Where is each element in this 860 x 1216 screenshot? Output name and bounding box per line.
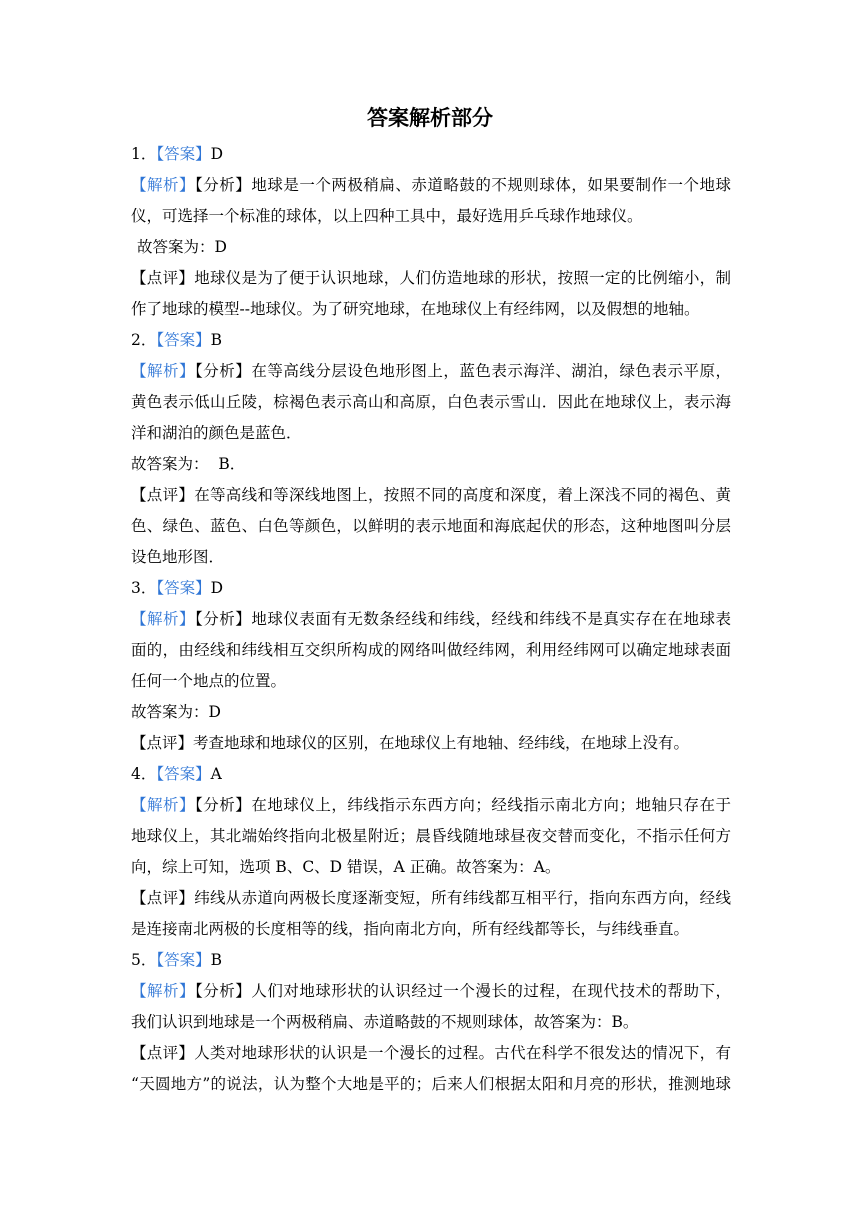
comment-line bbox=[131, 1038, 731, 1069]
question-number: 1． bbox=[131, 145, 157, 163]
answer-tag: 【答案】 bbox=[156, 579, 211, 597]
jiexi-tag: 【解析】 bbox=[131, 362, 196, 380]
answer-value: B bbox=[210, 951, 223, 969]
answer-tag: 【答案】 bbox=[156, 145, 211, 163]
answer-line bbox=[131, 325, 731, 356]
comment-line bbox=[131, 728, 731, 759]
fenxi-tag: 【分析】 bbox=[195, 796, 252, 814]
question-number: 5． bbox=[131, 951, 157, 969]
fenxi-tag: 【分析】 bbox=[195, 176, 252, 194]
analysis-text: 地球仪表面有无数条经线和纬线，经线和纬线不是真实存在在地球表 bbox=[251, 610, 731, 628]
analysis-line: 仪，可选择一个标准的球体，以上四种工具中，最好选用乒乓球作地球仪。 bbox=[131, 207, 643, 225]
dianping-tag: 【点评】 bbox=[131, 1044, 195, 1062]
answer-line bbox=[131, 573, 731, 604]
analysis-line: 我们认识到地球是一个两极稍扁、赤道略鼓的不规则球体，故答案为：B。 bbox=[131, 1013, 639, 1031]
comment-line: 是连接南北两极的长度相等的线，指向南北方向，所有经线都等长，与纬线垂直。 bbox=[131, 920, 690, 938]
comment-line: 色、绿色、蓝色、白色等颜色，以鲜明的表示地面和海底起伏的形态，这种地图叫分层 bbox=[131, 517, 731, 535]
answer-line bbox=[131, 139, 731, 170]
answer-value: B bbox=[210, 331, 223, 349]
question-number: 4． bbox=[131, 765, 157, 783]
answer-tag: 【答案】 bbox=[156, 951, 211, 969]
answer-value: D bbox=[210, 579, 224, 597]
fenxi-tag: 【分析】 bbox=[195, 362, 252, 380]
answer-line bbox=[131, 945, 731, 976]
analysis-line: 黄色表示低山丘陵，棕褐色表示高山和高原，白色表示雪山．因此在地球仪上，表示海 bbox=[131, 393, 731, 411]
answer-list bbox=[131, 139, 731, 1100]
comment-line bbox=[131, 480, 731, 511]
analysis-text: 在等高线分层设色地形图上，蓝色表示海洋、湖泊，绿色表示平原， bbox=[251, 362, 731, 380]
analysis-text: 在地球仪上，纬线指示东西方向；经线指示南北方向；地轴只存在于 bbox=[251, 796, 731, 814]
conclusion-line: 故答案为：D bbox=[137, 238, 227, 256]
question-number: 2． bbox=[131, 331, 157, 349]
question-number: 3． bbox=[131, 579, 157, 597]
page-title: 答案解析部分 bbox=[367, 106, 493, 130]
answer-line bbox=[131, 759, 731, 790]
jiexi-tag: 【解析】 bbox=[131, 176, 196, 194]
answer-value: A bbox=[210, 765, 222, 783]
comment-line bbox=[131, 263, 731, 294]
analysis-line: 面的，由经线和纬线相互交织所构成的网络叫做经纬网，利用经纬网可以确定地球表面 bbox=[131, 641, 731, 659]
analysis-line bbox=[131, 790, 731, 821]
comment-line: 设色地形图． bbox=[131, 548, 225, 566]
dianping-tag: 【点评】 bbox=[131, 889, 195, 907]
conclusion-line: 故答案为：D bbox=[131, 703, 221, 721]
jiexi-tag: 【解析】 bbox=[131, 610, 196, 628]
answer-tag: 【答案】 bbox=[156, 765, 211, 783]
analysis-line: 向，综上可知，选项 B、C、D 错误，A 正确。故答案为：A。 bbox=[131, 858, 561, 876]
jiexi-tag: 【解析】 bbox=[131, 796, 196, 814]
analysis-text: 人们对地球形状的认识经过一个漫长的过程，在现代技术的帮助下， bbox=[251, 982, 731, 1000]
answer-value: D bbox=[210, 145, 224, 163]
analysis-line bbox=[131, 976, 731, 1007]
answer-tag: 【答案】 bbox=[156, 331, 211, 349]
jiexi-tag: 【解析】 bbox=[131, 982, 196, 1000]
dianping-tag: 【点评】 bbox=[131, 486, 195, 504]
analysis-line bbox=[131, 604, 731, 635]
analysis-line: 任何一个地点的位置。 bbox=[131, 672, 287, 690]
comment-text: 人类对地球形状的认识是一个漫长的过程。古代在科学不很发达的情况下，有 bbox=[194, 1044, 731, 1062]
comment-line: 作了地球的模型--地球仪。为了研究地球，在地球仪上有经纬网，以及假想的地轴。 bbox=[131, 300, 700, 318]
comment-text: 在等高线和等深线地图上，按照不同的高度和深度，着上深浅不同的褐色、黄 bbox=[194, 486, 731, 504]
analysis-text: 地球是一个两极稍扁、赤道略鼓的不规则球体，如果要制作一个地球 bbox=[251, 176, 731, 194]
comment-text: 纬线从赤道向两极长度逐渐变短，所有纬线都互相平行，指向东西方向，经线 bbox=[194, 889, 731, 907]
analysis-line bbox=[131, 356, 731, 387]
analysis-line bbox=[131, 170, 731, 201]
dianping-tag: 【点评】 bbox=[131, 269, 195, 287]
comment-line bbox=[131, 883, 731, 914]
fenxi-tag: 【分析】 bbox=[195, 610, 252, 628]
fenxi-tag: 【分析】 bbox=[195, 982, 252, 1000]
dianping-tag: 【点评】 bbox=[131, 734, 194, 752]
comment-line: “天圆地方”的说法，认为整个大地是平的；后来人们根据太阳和月亮的形状，推测地球 bbox=[131, 1075, 731, 1093]
comment-text: 考查地球和地球仪的区别，在地球仪上有地轴、经纬线，在地球上没有。 bbox=[193, 734, 690, 752]
analysis-line: 地球仪上，其北端始终指向北极星附近；晨昏线随地球昼夜交替而变化，不指示任何方 bbox=[131, 827, 731, 845]
comment-text: 地球仪是为了便于认识地球，人们仿造地球的形状，按照一定的比例缩小，制 bbox=[194, 269, 731, 287]
conclusion-line: 故答案为： B． bbox=[131, 455, 246, 473]
analysis-line: 洋和湖泊的颜色是蓝色． bbox=[131, 424, 302, 442]
